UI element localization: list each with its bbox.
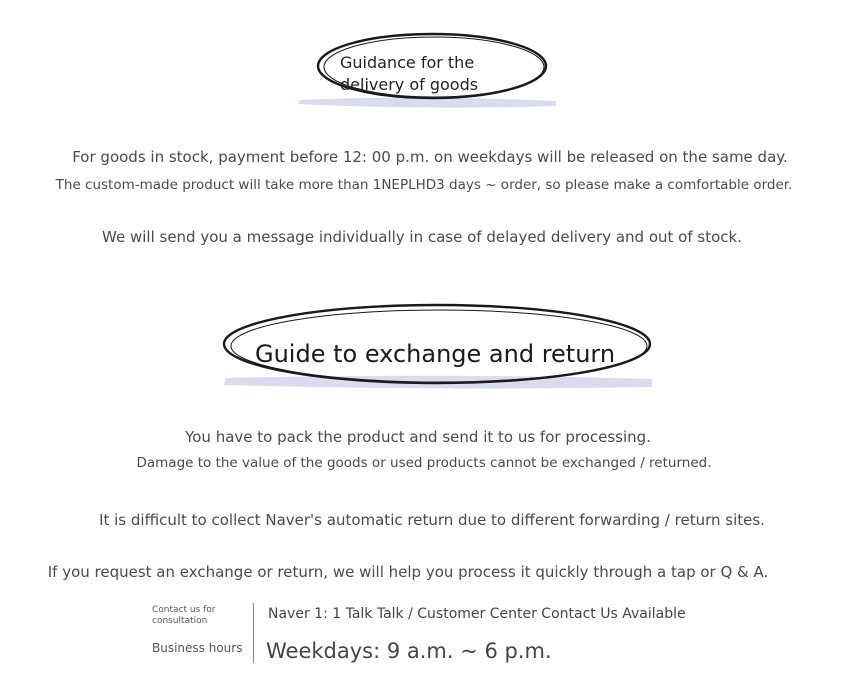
exchange-line-3: It is difficult to collect Naver's automatic return due to different forwarding / return sites. [99, 511, 765, 529]
delivery-line-2: The custom-made product will take more than 1NEPLHD3 days ~ order, so please make a comfortable order. [55, 177, 793, 193]
contact-label [152, 605, 216, 627]
delivery-title-line1: Guidance for the [340, 53, 475, 72]
contact-value: Naver 1: 1 Talk Talk / Customer Center Contact Us Available [268, 606, 686, 622]
delivery-title-line2: delivery of goods [340, 75, 479, 94]
business-hours-value: Weekdays: 9 a.m. ~ 6 p.m. [266, 639, 552, 663]
contact-divider [253, 603, 254, 663]
delivery-line-3: We will send you a message individually in case of delayed delivery and out of stock. [102, 228, 742, 246]
exchange-title: Guide to exchange and return [255, 340, 616, 368]
exchange-line-1: You have to pack the product and send it to us for processing. [185, 428, 651, 446]
contact-label-line1: Contact us for [152, 605, 216, 615]
business-hours-label: Business hours [152, 641, 243, 655]
exchange-line-2: Damage to the value of the goods or used products cannot be exchanged / returned. [136, 455, 712, 471]
delivery-line-1: For goods in stock, payment before 12: 00 p.m. on weekdays will be released on the same day. [72, 148, 788, 166]
contact-label-line2: consultation [152, 616, 208, 626]
exchange-line-4: If you request an exchange or return, we will help you process it quickly through a tap or Q & A. [47, 563, 769, 581]
